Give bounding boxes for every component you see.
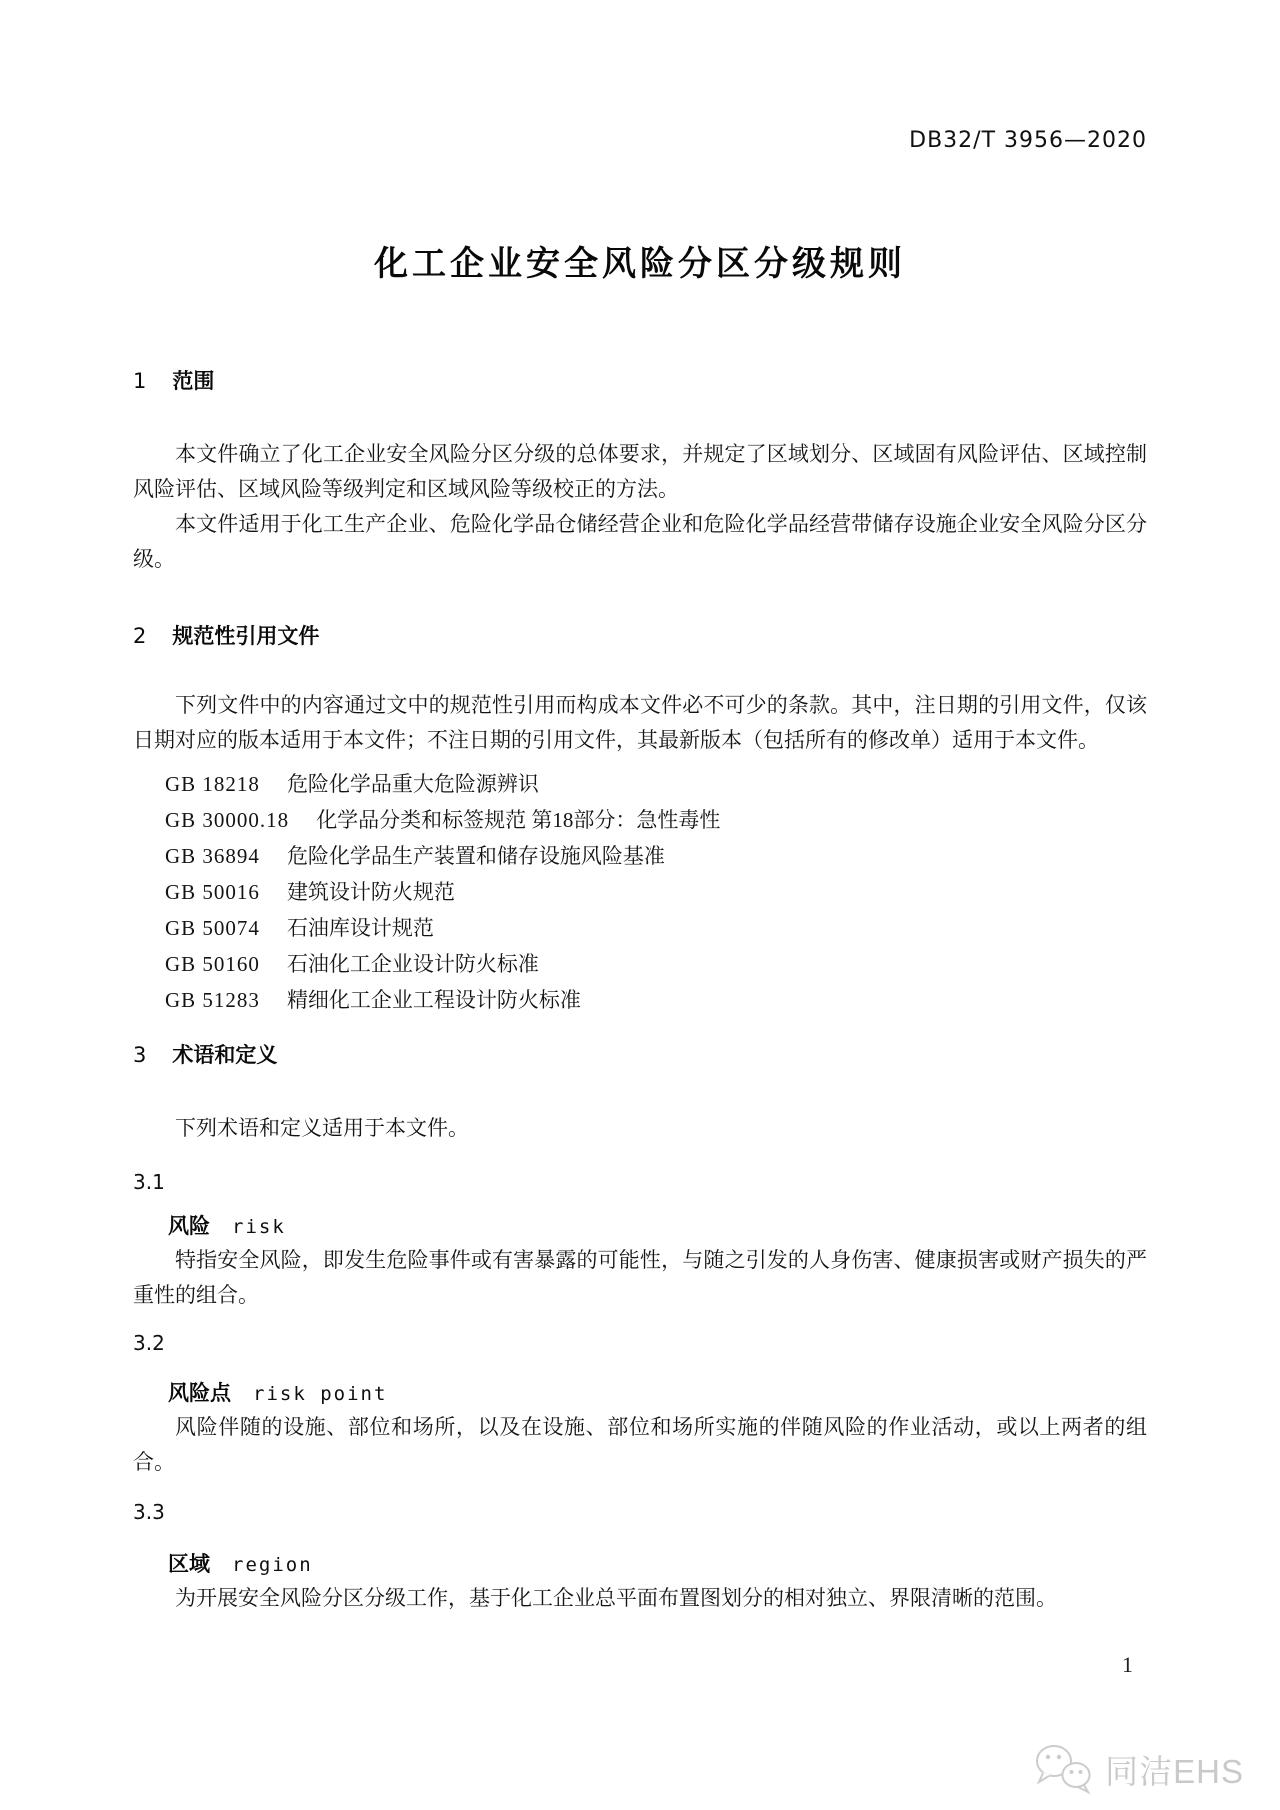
- reference-code: GB 30000.18: [165, 808, 290, 832]
- section-heading-3: [133, 1040, 1147, 1071]
- reference-item: [133, 946, 1147, 982]
- term-number: 3.2: [133, 1331, 165, 1355]
- reference-code: GB 51283: [165, 988, 260, 1012]
- watermark: [1031, 1742, 1244, 1796]
- section-heading-2: [133, 621, 1147, 652]
- paragraph: 下列术语和定义适用于本文件。: [175, 1116, 469, 1140]
- term-name-en: risk: [232, 1216, 286, 1238]
- doc-number: DB32/T 3956—2020: [909, 128, 1147, 153]
- page-title: 化工企业安全风险分区分级规则: [374, 245, 906, 283]
- section-label: 范围: [172, 370, 215, 393]
- reference-title: 化学品分类和标签规范 第18部分：急性毒性: [316, 808, 721, 832]
- paragraph: 下列文件中的内容通过文中的规范性引用而构成本文件必不可少的条款。其中，注日期的引用文件，仅该日期对应的版本适用于本文件；不注日期的引用文件，其最新版本（包括所有的修改单）适用于本文件。: [133, 693, 1147, 752]
- section-label: 术语和定义: [172, 1044, 278, 1067]
- term-number: 3.1: [133, 1170, 165, 1194]
- paragraph: 本文件确立了化工企业安全风险分区分级的总体要求，并规定了区域划分、区域固有风险评估、区域控制风险评估、区域风险等级判定和区域风险等级校正的方法。: [133, 442, 1147, 501]
- section-number: 3: [133, 1043, 147, 1067]
- reference-title: 危险化学品重大危险源辨识: [286, 772, 539, 796]
- reference-title: 石油化工企业设计防火标准: [286, 952, 539, 976]
- page-number: 1: [1122, 1652, 1133, 1677]
- reference-item: [133, 766, 1147, 802]
- section-heading-1: [133, 366, 1147, 397]
- term-name-zh: 风险点: [168, 1382, 231, 1405]
- section-normative-references: [133, 621, 1147, 1018]
- term-title: [133, 1379, 1147, 1408]
- term-name-zh: 风险: [168, 1215, 210, 1238]
- wechat-icon: [1031, 1742, 1097, 1796]
- term-name-zh: 区域: [168, 1553, 210, 1576]
- term-definition: 风险伴随的设施、部位和场所，以及在设施、部位和场所实施的伴随风险的作业活动，或以上两者的组合。: [133, 1415, 1147, 1474]
- term-title: [133, 1212, 1147, 1241]
- reference-title: 危险化学品生产装置和储存设施风险基准: [286, 844, 665, 868]
- term-definition: 特指安全风险，即发生危险事件或有害暴露的可能性，与随之引发的人身伤害、健康损害或财产损失的严重性的组合。: [133, 1248, 1147, 1307]
- reference-item: [133, 838, 1147, 874]
- term-title: [133, 1550, 1147, 1579]
- reference-item: [133, 982, 1147, 1018]
- reference-title: 石油库设计规范: [286, 916, 434, 940]
- reference-list: [133, 766, 1147, 1018]
- reference-title: 精细化工企业工程设计防火标准: [286, 988, 581, 1012]
- section-label: 规范性引用文件: [172, 625, 320, 648]
- reference-code: GB 18218: [165, 772, 260, 796]
- term-risk-point: [133, 1329, 1147, 1480]
- reference-item: [133, 802, 1147, 838]
- reference-code: GB 50160: [165, 952, 260, 976]
- reference-title: 建筑设计防火规范: [286, 880, 455, 904]
- term-name-en: risk point: [253, 1383, 388, 1405]
- term-risk: [133, 1168, 1147, 1313]
- section-terms-definitions: [133, 1040, 1147, 1616]
- reference-item: [133, 910, 1147, 946]
- watermark-text: 同洁EHS: [1105, 1752, 1244, 1790]
- paragraph: 本文件适用于化工生产企业、危险化学品仓储经营企业和危险化学品经营带储存设施企业安全风险分区分级。: [133, 512, 1147, 571]
- term-region: [133, 1498, 1147, 1616]
- reference-code: GB 50016: [165, 880, 260, 904]
- term-number: 3.3: [133, 1500, 165, 1524]
- reference-item: [133, 874, 1147, 910]
- term-definition: 为开展安全风险分区分级工作，基于化工企业总平面布置图划分的相对独立、界限清晰的范围。: [175, 1586, 1057, 1610]
- section-number: 2: [133, 624, 147, 648]
- reference-code: GB 36894: [165, 844, 260, 868]
- section-number: 1: [133, 369, 147, 393]
- reference-code: GB 50074: [165, 916, 260, 940]
- term-name-en: region: [232, 1554, 313, 1576]
- section-scope: [133, 366, 1147, 577]
